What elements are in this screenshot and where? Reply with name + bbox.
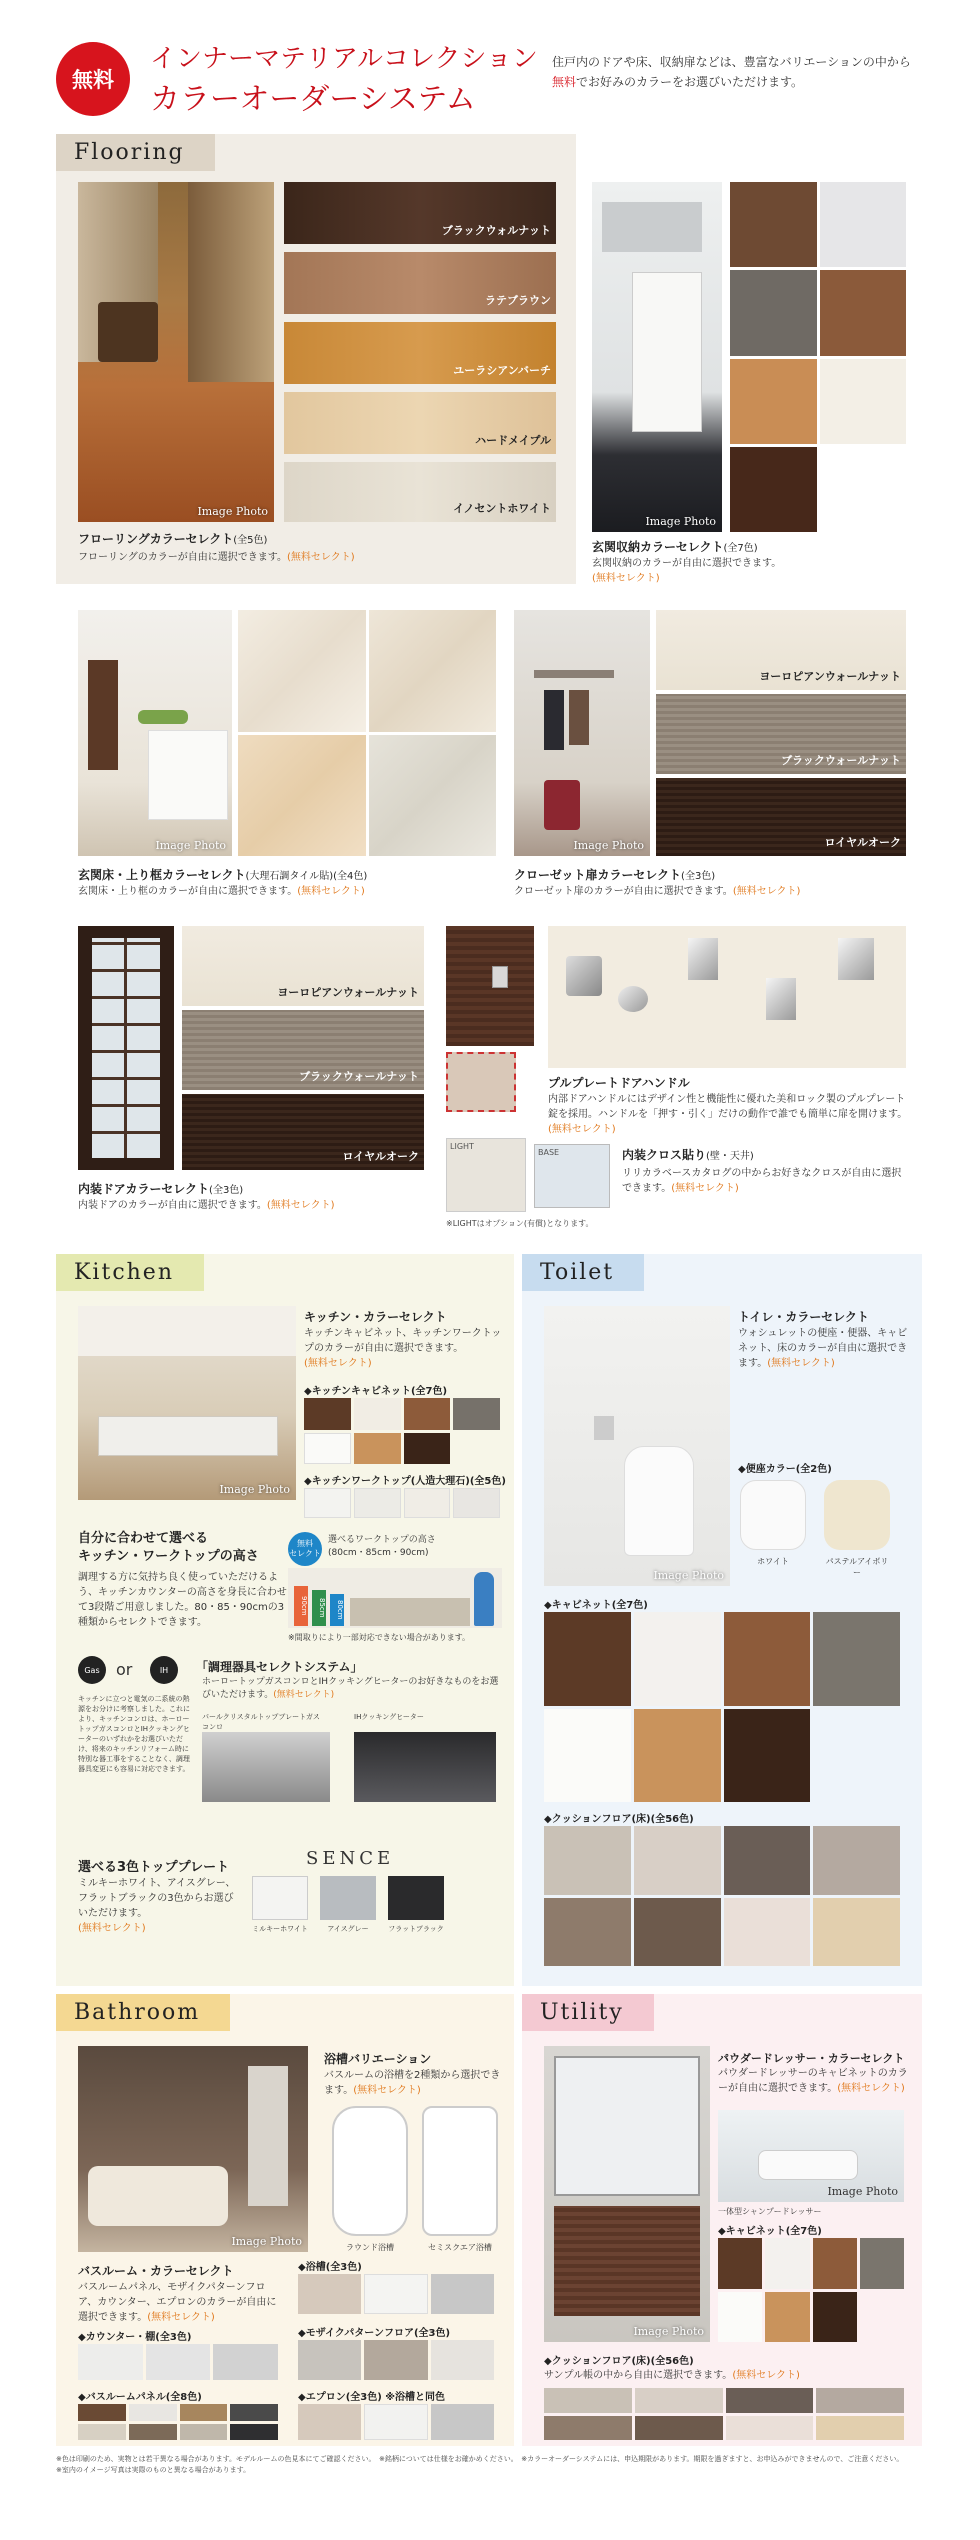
bathroom-mosaic-label: ◆モザイクパターンフロア(全3色) <box>298 2328 451 2339</box>
entrance-floor-caption <box>78 866 367 883</box>
swatch[interactable] <box>718 2292 762 2343</box>
bathroom-heading: バスルーム・カラーセレクト <box>78 2264 234 2278</box>
swatch[interactable] <box>404 1433 451 1465</box>
free-select: (無料セレクト) <box>353 2085 421 2096</box>
swatch[interactable] <box>544 1898 631 1967</box>
bathroom-title: Bathroom <box>56 1994 230 2031</box>
or-text: or <box>116 1660 133 1679</box>
caption-count: (全3色) <box>681 871 716 882</box>
bathroom-panel-label: ◆バスルームパネル(全8色) <box>78 2392 202 2403</box>
kitchen-cabinet-label: ◆キッチンキャビネット(全7色) <box>304 1386 448 1397</box>
swatch[interactable] <box>813 1612 900 1706</box>
swatch[interactable] <box>404 1488 451 1518</box>
swatch[interactable] <box>635 2416 723 2441</box>
swatch[interactable] <box>354 1488 401 1518</box>
kitchen-plate-desc <box>78 1876 238 1936</box>
kitchen-worktop-label: ◆キッチンワークトップ(人造大理石)(全5色) <box>304 1476 506 1487</box>
swatch[interactable] <box>634 1826 721 1895</box>
swatch[interactable] <box>369 610 497 732</box>
swatch[interactable] <box>304 1488 351 1518</box>
kitchen-height-desc: 調理する方に気持ち良く使っていただけるよう、キッチンカウンターの高さを身長に合わせて3段階ご用意しました。80・85・90cmの3種類からセレクトできます。 <box>78 1572 287 1628</box>
swatch[interactable] <box>544 1826 631 1895</box>
closet-desc <box>514 884 800 899</box>
entrance-floor-desc <box>78 884 365 899</box>
swatch-label: ブラックウォールナット <box>781 754 901 767</box>
toilet-title: Toilet <box>522 1254 644 1291</box>
swatch-label: イノセントホワイト <box>453 502 551 515</box>
entrance-floor-photo <box>78 610 232 856</box>
free-select: (無料セレクト) <box>592 573 660 584</box>
closet-photo <box>514 610 650 856</box>
footer-line: ※室内のイメージ写真は実際のものと異なる場合があります。 <box>56 2466 251 2474</box>
swatch[interactable] <box>298 2274 361 2314</box>
handle-desc <box>548 1092 908 1137</box>
badge-text: セレクト <box>289 1549 321 1558</box>
free-select: (無料セレクト) <box>266 1200 335 1211</box>
kitchen-heading: キッチン・カラーセレクト <box>304 1310 447 1324</box>
bathroom-tub-title: 浴槽バリエーション <box>324 2052 432 2066</box>
swatch[interactable] <box>78 2344 143 2380</box>
catalog-name: LIGHT <box>450 1142 474 1151</box>
free-select: (無料セレクト) <box>732 2370 800 2381</box>
door-caption <box>78 1180 243 1197</box>
title-line: 自分に合わせて選べる <box>78 1531 209 1546</box>
swatch[interactable] <box>718 2238 762 2289</box>
footer-notes <box>56 2454 926 2476</box>
bathroom-apron-swatches <box>298 2404 494 2440</box>
desc-text: ウォシュレットの便座・便器、キャビネット、床のカラーが自由に選択できます。 <box>738 1328 908 1369</box>
utility-cabinet-swatches <box>718 2238 904 2342</box>
catalog-name: BASE <box>538 1148 560 1157</box>
caption-text: 内装ドアカラーセレクト <box>78 1182 210 1196</box>
desc-text: サンプル帳の中から自由に選択できます。 <box>544 2370 733 2381</box>
swatch[interactable] <box>634 1612 721 1706</box>
plate-label: フラットブラック <box>388 1925 444 1933</box>
plate-label: ミルキーホワイト <box>252 1925 308 1933</box>
swatch[interactable] <box>78 2424 126 2441</box>
ih-icon: IH <box>150 1656 178 1684</box>
swatch[interactable] <box>730 447 817 532</box>
entrance-floor-swatches <box>238 610 496 856</box>
closet-swatch-1[interactable] <box>656 610 906 690</box>
handle-icon <box>838 938 874 980</box>
gas-icon: Gas <box>78 1656 106 1684</box>
entrance-storage-desc <box>592 556 892 586</box>
kitchen-height-note: ※間取りにより一部対応できない場合があります。 <box>288 1633 471 1642</box>
swatch[interactable] <box>724 1709 811 1803</box>
free-select: (無料セレクト) <box>548 1124 616 1135</box>
swatch-label: ロイヤルオーク <box>824 836 901 849</box>
kitchen-plate-title: 選べる3色トッププレート <box>78 1860 230 1875</box>
door-photo <box>78 926 174 1170</box>
swatch[interactable] <box>354 1433 401 1465</box>
desc-text: パウダードレッサーのキャビネットのカラーが自由に選択できます。 <box>718 2068 908 2094</box>
tub-semi-square[interactable] <box>422 2106 498 2236</box>
swatch[interactable] <box>364 2274 427 2314</box>
swatch[interactable] <box>364 2404 427 2440</box>
image-photo-label: Image Photo <box>155 839 226 852</box>
free-select: (無料セレクト) <box>304 1358 372 1369</box>
flooring-swatch-5[interactable] <box>284 462 556 522</box>
image-photo-label: Image Photo <box>827 2185 898 2198</box>
flooring-desc <box>78 550 355 565</box>
utility-heading: パウダードレッサー・カラーセレクト <box>718 2052 905 2065</box>
kitchen-worktop-swatches <box>304 1488 500 1518</box>
image-photo-label: Image Photo <box>197 505 268 518</box>
header-desc <box>552 52 972 92</box>
caption-note: (壁・天井) <box>706 1151 754 1162</box>
utility-floor-label: ◆クッションフロア(床)(全56色) <box>544 2356 694 2367</box>
kitchen-section <box>56 1254 514 1986</box>
swatch[interactable] <box>544 1612 631 1706</box>
header-desc-line1: 住戸内のドアや床、収納扉などは、豊富なバリエーションの中から <box>552 55 911 69</box>
swatch[interactable] <box>816 2416 904 2441</box>
utility-cabinet-label: ◆キャビネット(全7色) <box>718 2226 822 2237</box>
toilet-seat-label: ◆便座カラー(全2色) <box>738 1464 832 1475</box>
kitchen-photo <box>78 1306 296 1500</box>
desc-text: 内装ドアのカラーが自由に選択できます。 <box>78 1200 267 1211</box>
bathroom-desc <box>78 2280 278 2325</box>
handle-icon <box>618 986 648 1012</box>
opt-sub: (80cm・85cm・90cm) <box>328 1548 429 1558</box>
swatch[interactable] <box>724 1898 811 1967</box>
closet-swatch-3[interactable] <box>656 778 906 856</box>
flooring-swatch-4[interactable] <box>284 392 556 454</box>
swatch[interactable] <box>238 735 366 857</box>
desc-text: ホーロートップガスコンロとIHクッキングヒーターのお好きなものをお選びいただけます。 <box>202 1677 499 1700</box>
swatch[interactable] <box>820 270 907 355</box>
flooring-title: Flooring <box>56 134 215 171</box>
swatch[interactable] <box>404 1398 451 1430</box>
swatch[interactable] <box>813 1898 900 1967</box>
plate-label: アイスグレー <box>327 1925 369 1933</box>
swatch[interactable] <box>820 182 907 267</box>
caption-count: (全5色) <box>233 535 268 546</box>
swatch[interactable] <box>860 2238 904 2289</box>
swatch[interactable] <box>431 2340 494 2380</box>
handle-door-photo <box>446 926 534 1046</box>
free-select: (無料セレクト) <box>78 1923 146 1934</box>
swatch[interactable] <box>820 359 907 444</box>
door-swatch-3[interactable] <box>182 1094 424 1170</box>
tub-label: セミスクエア浴槽 <box>428 2243 492 2252</box>
seat-label: ホワイト <box>757 1557 789 1566</box>
free-select: (無料セレクト) <box>837 2083 905 2094</box>
swatch-label: ハードメイプル <box>475 434 551 447</box>
swatch[interactable] <box>298 2340 361 2380</box>
swatch[interactable] <box>304 1398 351 1430</box>
kitchen-height-title <box>78 1530 259 1566</box>
closet-caption <box>514 866 715 883</box>
kitchen-height-illustration <box>288 1568 502 1628</box>
swatch-label: ヨーロピアンウォールナット <box>759 670 901 683</box>
swatch[interactable] <box>129 2404 177 2421</box>
cloth-title <box>622 1146 754 1163</box>
handle-icon <box>566 956 602 996</box>
swatch[interactable] <box>431 2404 494 2440</box>
swatch-label: ブラックウォールナット <box>299 1070 419 1083</box>
title-line: キッチン・ワークトップの高さ <box>78 1549 259 1564</box>
swatch-label: ラテブラウン <box>485 294 551 307</box>
handle-title: プルプレートドアハンドル <box>548 1076 690 1090</box>
entrance-storage-photo <box>592 182 722 532</box>
ih-heater-label: IHクッキングヒーター <box>354 1713 424 1721</box>
tub-round[interactable] <box>332 2106 408 2236</box>
desc-text: 内部ドアハンドルにはデザイン性と機能性に優れた美和ロック製のプルプレート錠を採用。ハンドルを「押す・引く」だけの動作で誰でも簡単に扉を開けます。 <box>548 1094 908 1120</box>
desc-text: ミルキーホワイト、アイスグレー、フラットブラックの3色からお選びいただけます。 <box>78 1878 236 1919</box>
handle-icon <box>688 938 718 980</box>
bathroom-tub-color-label: ◆浴槽(全3色) <box>298 2262 362 2273</box>
swatch[interactable] <box>544 2388 632 2413</box>
swatch[interactable] <box>453 1488 500 1518</box>
bathroom-counter-swatches <box>78 2344 278 2380</box>
seat-label: パステルアイボリー <box>825 1557 889 1577</box>
flooring-section <box>56 134 576 584</box>
swatch[interactable] <box>431 2274 494 2314</box>
swatch[interactable] <box>304 1433 351 1465</box>
swatch[interactable] <box>238 610 366 732</box>
swatch[interactable] <box>78 2404 126 2421</box>
header-title-2: カラーオーダーシステム <box>150 82 476 117</box>
swatch[interactable] <box>730 270 817 355</box>
flooring-swatch-1[interactable] <box>284 182 556 244</box>
caption-count: (全3色) <box>209 1185 244 1196</box>
kitchen-free-badge <box>288 1532 322 1566</box>
bathroom-tub-swatches <box>298 2274 494 2314</box>
caption-text: クローゼット扉カラーセレクト <box>514 868 682 882</box>
desc-text: クローゼット扉のカラーが自由に選択できます。 <box>514 886 733 897</box>
swatch[interactable] <box>765 2292 809 2343</box>
cloth-catalog-light <box>446 1138 526 1212</box>
kitchen-title: Kitchen <box>56 1254 204 1291</box>
utility-floor-swatches <box>544 2388 904 2440</box>
toilet-floor-swatches <box>544 1826 900 1966</box>
free-badge: 無料 <box>56 42 130 116</box>
tub-label: ラウンド浴槽 <box>346 2243 394 2252</box>
header-desc-line2: でお好みのカラーをお選びいただけます。 <box>576 75 804 89</box>
swatch[interactable] <box>180 2424 228 2441</box>
ih-heater-photo <box>354 1732 496 1802</box>
free-select: (無料セレクト) <box>287 552 355 563</box>
image-photo-label: Image Photo <box>645 515 716 528</box>
badge-text: 無料 <box>297 1539 313 1548</box>
toilet-desc <box>738 1326 908 1371</box>
swatch[interactable] <box>364 2340 427 2380</box>
free-select: (無料セレクト) <box>767 1358 835 1369</box>
height-85[interactable]: 85cm <box>312 1590 326 1626</box>
free-select: (無料セレクト) <box>732 886 801 897</box>
desc-text: 玄関収納のカラーが自由に選択できます。 <box>592 558 782 569</box>
image-photo-label: Image Photo <box>653 1569 724 1582</box>
cloth-desc <box>622 1166 908 1196</box>
utility-section <box>522 1994 922 2446</box>
kitchen-desc <box>304 1326 504 1371</box>
door-desc <box>78 1198 335 1213</box>
flooring-swatch-3[interactable] <box>284 322 556 384</box>
handle-product-box <box>548 926 906 1068</box>
swatch[interactable] <box>298 2404 361 2440</box>
swatch[interactable] <box>146 2344 211 2380</box>
swatch[interactable] <box>635 2388 723 2413</box>
swatch[interactable] <box>724 1612 811 1706</box>
kitchen-sys-body: キッチンに立つと電気の二系統の熱源をお分けに考察しました。これにより、キッチンコンロは、ホーロートップガスコンロとIHクッキングヒーターのいずれかをお選びいただけ、将来のキッチンリフォーム時に特別な器工事をすることなく、調理器具変更にも容易に対応できます。 <box>78 1695 190 1773</box>
gas-stove-photo <box>202 1732 330 1802</box>
utility-title: Utility <box>522 1994 654 2031</box>
header-title-1: インナーマテリアルコレクション <box>150 44 538 74</box>
seat-pastel-ivory[interactable] <box>824 1480 890 1550</box>
free-select: (無料セレクト) <box>297 886 365 897</box>
bathroom-tub-desc <box>324 2068 504 2098</box>
footer-line: ※色は印刷のため、実物とは若干異なる場合があります。モデルルームの色見本にてご確認ください。 ※銘柄については仕様をお確かめください。 ※カラーオーダーシステムには、申込期限があります。期限を過ぎますと、お申込みができませんので、ご注意ください。 <box>56 2455 904 2463</box>
swatch[interactable] <box>813 2292 857 2343</box>
gas-stove-label: パールクリスタルトップブレートガスコンロ <box>202 1713 320 1731</box>
cloth-footnote: ※LIGHTはオプション(有償)となります。 <box>446 1219 594 1228</box>
swatch[interactable] <box>453 1398 500 1430</box>
bathroom-section <box>56 1994 514 2446</box>
flooring-swatch-2[interactable] <box>284 252 556 314</box>
swatch[interactable] <box>634 1898 721 1967</box>
cloth-catalog-base <box>534 1144 610 1208</box>
image-photo-label: Image Photo <box>633 2325 704 2338</box>
desc-text: キッチンキャビネット、キッチンワークトップのカラーが自由に選択できます。 <box>304 1328 502 1354</box>
swatch-label: ロイヤルオーク <box>342 1150 419 1163</box>
handle-icon <box>766 978 796 1020</box>
kitchen-opt-title <box>328 1534 436 1560</box>
bathroom-panel-swatches <box>78 2404 278 2440</box>
kitchen-sys-desc <box>202 1676 502 1702</box>
bathroom-apron-label: ◆エプロン(全3色) ※浴槽と同色 <box>298 2392 445 2403</box>
image-photo-label: Image Photo <box>231 2235 302 2248</box>
shampoo-dresser-label: 一体型シャンプードレッサー <box>718 2207 822 2216</box>
entrance-storage-caption <box>592 538 758 555</box>
flooring-photo <box>78 182 274 522</box>
toilet-floor-label: ◆クッションフロア(床)(全56色) <box>544 1814 694 1825</box>
entrance-storage-swatches <box>730 182 906 532</box>
swatch[interactable] <box>726 2388 814 2413</box>
shampoo-dresser-photo <box>718 2110 904 2202</box>
plate-ice-gray[interactable] <box>320 1876 376 1920</box>
free-select: (無料セレクト) <box>273 1690 335 1700</box>
caption-text: 玄関床・上り框カラーセレクト <box>78 868 246 882</box>
caption-count: (全4色) <box>333 871 368 882</box>
plate-flat-black[interactable] <box>388 1876 444 1920</box>
desc-text: 玄関床・上り框のカラーが自由に選択できます。 <box>78 886 298 897</box>
swatch[interactable] <box>213 2344 278 2380</box>
swatch[interactable] <box>724 1826 811 1895</box>
swatch[interactable] <box>813 1826 900 1895</box>
swatch[interactable] <box>730 359 817 444</box>
caption-text: フローリングカラーセレクト <box>78 532 234 546</box>
toilet-cabinet-swatches <box>544 1612 900 1802</box>
swatch[interactable] <box>544 1709 631 1803</box>
swatch[interactable] <box>129 2424 177 2441</box>
swatch[interactable] <box>726 2416 814 2441</box>
desc-text: バスルームの浴槽を2種類から選択できます。 <box>324 2070 501 2096</box>
seat-white[interactable] <box>740 1480 806 1550</box>
bathroom-photo <box>78 2046 308 2252</box>
toilet-photo <box>544 1306 730 1586</box>
swatch[interactable] <box>634 1709 721 1803</box>
swatch[interactable] <box>813 2238 857 2289</box>
door-swatch-2[interactable] <box>182 1010 424 1090</box>
swatch[interactable] <box>816 2388 904 2413</box>
swatch[interactable] <box>180 2404 228 2421</box>
utility-desc <box>718 2066 914 2096</box>
kitchen-cabinet-swatches <box>304 1398 500 1464</box>
swatch-label: ユーラシアンバーチ <box>453 364 551 377</box>
image-photo-label: Image Photo <box>219 1483 290 1496</box>
closet-swatch-2[interactable] <box>656 694 906 774</box>
height-80[interactable]: 80cm <box>330 1594 344 1626</box>
caption-note: (大理石調タイル貼) <box>245 871 334 882</box>
bathroom-counter-label: ◆カウンター・棚(全3色) <box>78 2332 192 2343</box>
free-select: (無料セレクト) <box>671 1183 739 1194</box>
toilet-heading: トイレ・カラーセレクト <box>738 1310 869 1324</box>
bathroom-mosaic-swatches <box>298 2340 494 2380</box>
caption-text: 内装クロス貼り <box>622 1148 707 1162</box>
kitchen-sys-title: 「調理器具セレクトシステム」 <box>196 1660 363 1674</box>
toilet-section <box>522 1254 922 1986</box>
height-90[interactable]: 90cm <box>294 1586 308 1626</box>
swatch-label: ブラックウォルナット <box>441 224 551 237</box>
swatch[interactable] <box>230 2424 278 2441</box>
header-desc-free: 無料 <box>552 75 577 89</box>
desc-text: リリカラベースカタログの中からお好きなクロスが自由に選択できます。 <box>622 1168 902 1194</box>
free-select: (無料セレクト) <box>147 2312 215 2323</box>
utility-floor-desc <box>544 2368 904 2383</box>
swatch[interactable] <box>544 2416 632 2441</box>
door-swatch-1[interactable] <box>182 926 424 1006</box>
caption-count: (全7色) <box>723 543 758 554</box>
opt-title: 選べるワークトップの高さ <box>328 1535 436 1545</box>
toilet-cabinet-label: ◆キャビネット(全7色) <box>544 1600 648 1611</box>
handle-detail-photo <box>446 1052 516 1112</box>
desc-text: フローリングのカラーが自由に選択できます。 <box>78 552 287 563</box>
image-photo-label: Image Photo <box>573 839 644 852</box>
swatch[interactable] <box>354 1398 401 1430</box>
caption-text: 玄関収納カラーセレクト <box>592 540 724 554</box>
desc-text: バスルームパネル、モザイクパターンフロア、カウンター、エプロンのカラーが自由に選択できます。 <box>78 2282 277 2323</box>
utility-photo <box>544 2046 710 2342</box>
swatch[interactable] <box>765 2238 809 2289</box>
flooring-caption <box>78 530 267 547</box>
swatch[interactable] <box>730 182 817 267</box>
swatch-label: ヨーロピアンウォールナット <box>277 986 419 999</box>
plate-milky-white[interactable] <box>252 1876 308 1920</box>
sence-logo: SENCE <box>306 1848 395 1869</box>
swatch[interactable] <box>369 735 497 857</box>
swatch[interactable] <box>230 2404 278 2421</box>
